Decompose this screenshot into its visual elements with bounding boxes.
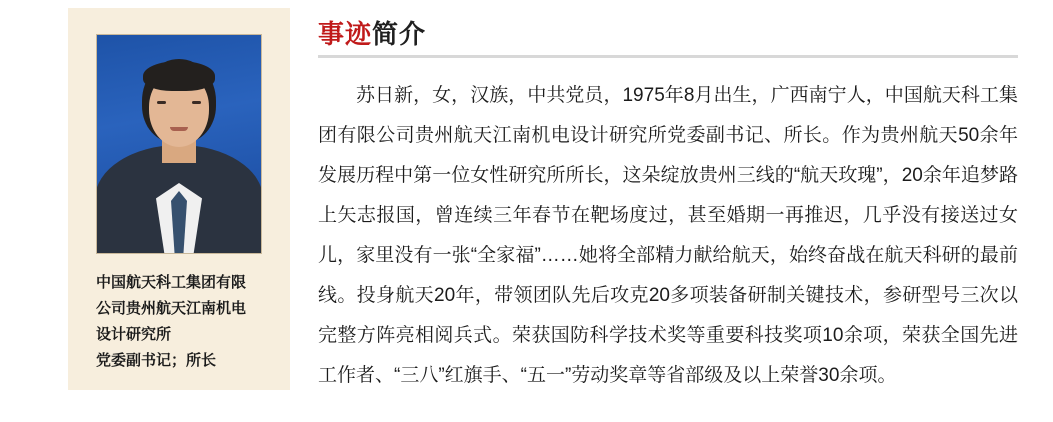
profile-caption (96, 270, 262, 374)
profile-card (68, 8, 290, 390)
portrait-fringe (143, 61, 215, 91)
profile-caption-line-1: 中国航天科工集团有限 (96, 274, 247, 291)
portrait-eye-left (157, 101, 166, 104)
title-divider (318, 55, 1018, 58)
profile-caption-line-4: 党委副书记；所长 (96, 352, 217, 369)
portrait-mouth (170, 127, 188, 131)
portrait-eye-right (192, 101, 201, 104)
page-title (318, 14, 1018, 51)
profile-caption-line-2: 公司贵州航天江南机电 (96, 300, 247, 317)
page-title-rest: 简介 (372, 19, 427, 49)
page-title-highlight: 事迹 (318, 19, 373, 49)
profile-caption-line-3: 设计研究所 (96, 326, 172, 343)
article (318, 14, 1018, 396)
portrait-photo (96, 34, 262, 254)
article-body: 苏日新，女，汉族，中共党员，1975年8月出生，广西南宁人，中国航天科工集团有限公司贵州航天江南机电设计研究所党委副书记、所长。作为贵州航天50余年发展历程中第一位女性研究所所长，这朵绽放贵州三线的“航天玫瑰”，20余年追梦路上矢志报国，曾连续三年春节在靶场度过，甚至婚期一再推迟，几乎没有接送过女儿，家里没有一张“全家福”……她将全部精力献给航天，始终奋战在航天科研的最前线。投身航天20年，带领团队先后攻克20多项装备研制关键技术，参研型号三次以完整方阵亮相阅兵式。荣获国防科学技术奖等重要科技奖项10余项，荣获全国先进工作者、“三八”红旗手、“五一”劳动奖章等省部级及以上荣誉30余项。 (318, 85, 1018, 386)
